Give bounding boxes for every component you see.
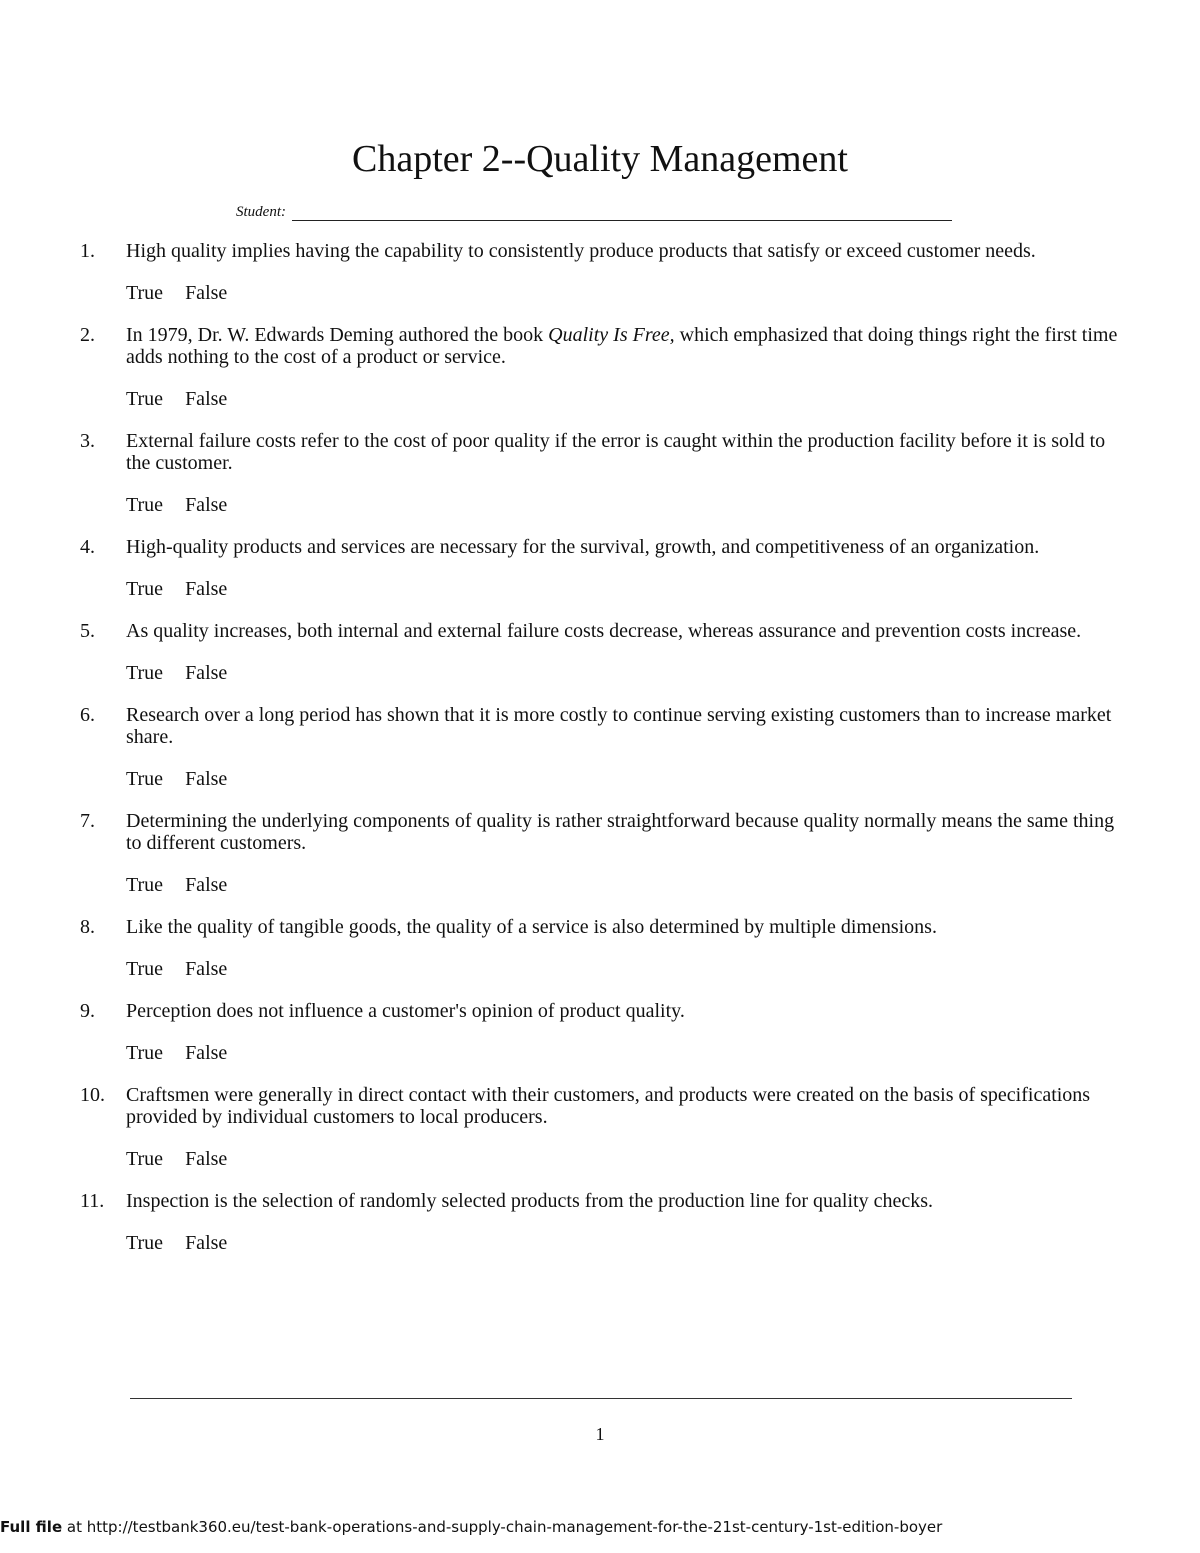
choice-true[interactable]: True (126, 388, 164, 410)
footer-divider (130, 1398, 1072, 1399)
student-name-line[interactable] (292, 206, 952, 221)
choice-false[interactable]: False (185, 388, 228, 410)
choice-false[interactable]: False (185, 958, 228, 980)
question-list (80, 240, 1120, 1274)
choice-false[interactable]: False (185, 874, 228, 896)
question-text: High-quality products and services are necessary for the survival, growth, and competitiveness of an organization. (126, 536, 1040, 558)
question-item (80, 1084, 1120, 1170)
page-title: Chapter 2--Quality Management (352, 138, 848, 180)
choice-true[interactable]: True (126, 494, 164, 516)
choice-true[interactable]: True (126, 1042, 164, 1064)
answer-choices (126, 388, 1120, 410)
question-item (80, 916, 1120, 980)
question-text: As quality increases, both internal and external failure costs decrease, whereas assurance and prevention costs increase. (126, 620, 1082, 642)
student-field (236, 204, 952, 221)
question-item (80, 536, 1120, 600)
answer-choices (126, 662, 1120, 684)
choice-false[interactable]: False (185, 1232, 228, 1254)
question-number: 4. (80, 536, 95, 558)
question-text: Perception does not influence a customer's opinion of product quality. (126, 1000, 685, 1022)
choice-false[interactable]: False (185, 494, 228, 516)
question-text: Inspection is the selection of randomly selected products from the production line for quality checks. (126, 1190, 933, 1212)
answer-choices (126, 282, 1120, 304)
choice-false[interactable]: False (185, 282, 228, 304)
choice-true[interactable]: True (126, 874, 164, 896)
question-item (80, 430, 1120, 516)
question-text: External failure costs refer to the cost of poor quality if the error is caught within the production facility before it is sold to the customer. (126, 430, 1106, 474)
answer-choices (126, 1232, 1120, 1254)
question-number: 7. (80, 810, 95, 832)
question-text: Determining the underlying components of quality is rather straightforward because quality normally means the same thing to different customers. (126, 810, 1115, 854)
question-text: Like the quality of tangible goods, the quality of a service is also determined by multiple dimensions. (126, 916, 937, 938)
choice-false[interactable]: False (185, 578, 228, 600)
question-item (80, 704, 1120, 790)
choice-true[interactable]: True (126, 282, 164, 304)
question-text: High quality implies having the capability to consistently produce products that satisfy or exceed customer needs. (126, 240, 1036, 262)
question-text-part: In 1979, Dr. W. Edwards Deming authored the book (126, 324, 549, 346)
question-text: Research over a long period has shown that it is more costly to continue serving existing customers than to increase market share. (126, 704, 1112, 748)
question-number: 5. (80, 620, 95, 642)
question-number: 8. (80, 916, 95, 938)
question-number: 2. (80, 324, 95, 346)
answer-choices (126, 1148, 1120, 1170)
choice-true[interactable]: True (126, 1232, 164, 1254)
question-text-part: which emphasized that doing things right the first time adds nothing to the cost of a product or service. (126, 324, 1118, 368)
choice-false[interactable]: False (185, 1042, 228, 1064)
choice-true[interactable]: True (126, 578, 164, 600)
question-number: 9. (80, 1000, 95, 1022)
page-number: 1 (595, 1424, 605, 1444)
answer-choices (126, 494, 1120, 516)
answer-choices (126, 768, 1120, 790)
question-item (80, 324, 1120, 410)
answer-choices (126, 874, 1120, 896)
question-number: 6. (80, 704, 95, 726)
question-item (80, 810, 1120, 896)
question-text (126, 324, 1120, 368)
full-file-url: at http://testbank360.eu/test-bank-operations-and-supply-chain-management-for-the-21st-century-1st-edition-boyer (62, 1518, 943, 1536)
question-text: Craftsmen were generally in direct contact with their customers, and products were created on the basis of specifications provided by individual customers to local producers. (126, 1084, 1091, 1128)
question-number: 10. (80, 1084, 105, 1106)
student-label: Student: (236, 204, 286, 220)
answer-choices (126, 1042, 1120, 1064)
choice-true[interactable]: True (126, 662, 164, 684)
question-number: 3. (80, 430, 95, 452)
full-file-link[interactable] (0, 1518, 942, 1536)
choice-true[interactable]: True (126, 958, 164, 980)
question-item (80, 620, 1120, 684)
answer-choices (126, 958, 1120, 980)
choice-false[interactable]: False (185, 662, 228, 684)
book-title: Quality Is Free, (548, 324, 675, 346)
question-item (80, 1000, 1120, 1064)
question-number: 1. (80, 240, 95, 262)
question-item (80, 240, 1120, 304)
choice-false[interactable]: False (185, 768, 228, 790)
question-item (80, 1190, 1120, 1254)
choice-true[interactable]: True (126, 1148, 164, 1170)
full-file-label: Full file (0, 1518, 63, 1536)
choice-false[interactable]: False (185, 1148, 228, 1170)
answer-choices (126, 578, 1120, 600)
question-number: 11. (80, 1190, 105, 1212)
choice-true[interactable]: True (126, 768, 164, 790)
